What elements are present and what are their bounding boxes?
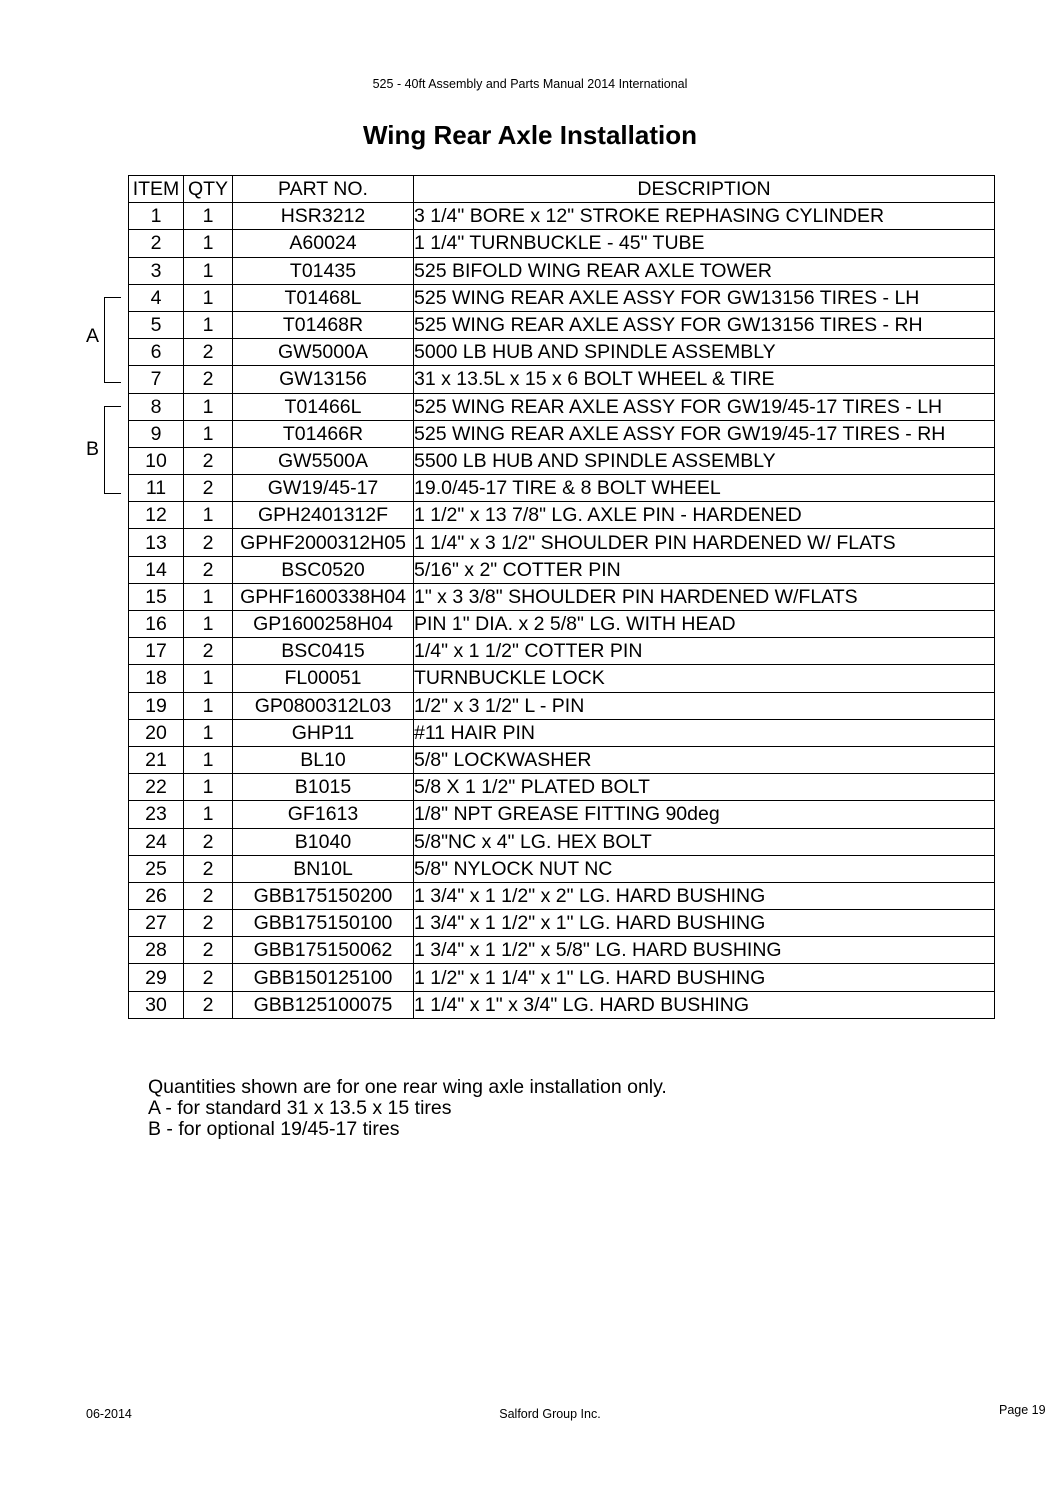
- description-cell: TURNBUCKLE LOCK: [414, 665, 995, 692]
- col-item-header: ITEM: [129, 176, 184, 203]
- item-cell: 5: [129, 311, 184, 338]
- qty-cell: 1: [184, 420, 233, 447]
- qty-cell: 1: [184, 583, 233, 610]
- qty-cell: 1: [184, 284, 233, 311]
- qty-cell: 1: [184, 203, 233, 230]
- description-cell: 1 3/4" x 1 1/2" x 5/8" LG. HARD BUSHING: [414, 937, 995, 964]
- table-row: [129, 665, 995, 692]
- part-no-cell: FL00051: [233, 665, 414, 692]
- item-cell: 3: [129, 257, 184, 284]
- table-row: [129, 475, 995, 502]
- description-cell: 525 WING REAR AXLE ASSY FOR GW13156 TIRES - RH: [414, 311, 995, 338]
- qty-cell: 1: [184, 257, 233, 284]
- item-cell: 28: [129, 937, 184, 964]
- part-no-cell: GBB175150200: [233, 882, 414, 909]
- description-cell: 5000 LB HUB AND SPINDLE ASSEMBLY: [414, 339, 995, 366]
- description-cell: 31 x 13.5L x 15 x 6 BOLT WHEEL & TIRE: [414, 366, 995, 393]
- col-description-header: DESCRIPTION: [414, 176, 995, 203]
- description-cell: 5500 LB HUB AND SPINDLE ASSEMBLY: [414, 447, 995, 474]
- item-cell: 16: [129, 611, 184, 638]
- qty-cell: 1: [184, 311, 233, 338]
- item-cell: 1: [129, 203, 184, 230]
- table-row: [129, 774, 995, 801]
- description-cell: 525 WING REAR AXLE ASSY FOR GW19/45-17 TIRES - LH: [414, 393, 995, 420]
- description-cell: 5/8"NC x 4" LG. HEX BOLT: [414, 828, 995, 855]
- item-cell: 8: [129, 393, 184, 420]
- description-cell: 525 BIFOLD WING REAR AXLE TOWER: [414, 257, 995, 284]
- table-row: [129, 855, 995, 882]
- table-row: [129, 284, 995, 311]
- qty-cell: 2: [184, 828, 233, 855]
- qty-cell: 2: [184, 475, 233, 502]
- item-cell: 4: [129, 284, 184, 311]
- item-cell: 14: [129, 556, 184, 583]
- part-no-cell: T01468L: [233, 284, 414, 311]
- table-row: [129, 638, 995, 665]
- qty-cell: 1: [184, 692, 233, 719]
- item-cell: 20: [129, 719, 184, 746]
- part-no-cell: T01466R: [233, 420, 414, 447]
- description-cell: PIN 1" DIA. x 2 5/8" LG. WITH HEAD: [414, 611, 995, 638]
- item-cell: 23: [129, 801, 184, 828]
- table-row: [129, 746, 995, 773]
- description-cell: 1 1/4" x 1" x 3/4" LG. HARD BUSHING: [414, 991, 995, 1018]
- table-row: [129, 991, 995, 1018]
- part-no-cell: T01468R: [233, 311, 414, 338]
- part-no-cell: B1040: [233, 828, 414, 855]
- qty-cell: 2: [184, 339, 233, 366]
- description-cell: 1 1/2" x 1 1/4" x 1" LG. HARD BUSHING: [414, 964, 995, 991]
- description-cell: 3 1/4" BORE x 12" STROKE REPHASING CYLINDER: [414, 203, 995, 230]
- description-cell: 5/8" NYLOCK NUT NC: [414, 855, 995, 882]
- part-no-cell: GW5000A: [233, 339, 414, 366]
- item-cell: 2: [129, 230, 184, 257]
- item-cell: 29: [129, 964, 184, 991]
- description-cell: 1 3/4" x 1 1/2" x 2" LG. HARD BUSHING: [414, 882, 995, 909]
- parts-table-body: [129, 203, 995, 1019]
- part-no-cell: HSR3212: [233, 203, 414, 230]
- description-cell: #11 HAIR PIN: [414, 719, 995, 746]
- qty-cell: 1: [184, 719, 233, 746]
- item-cell: 12: [129, 502, 184, 529]
- item-cell: 18: [129, 665, 184, 692]
- part-no-cell: GHP11: [233, 719, 414, 746]
- description-cell: 1/4" x 1 1/2" COTTER PIN: [414, 638, 995, 665]
- item-cell: 9: [129, 420, 184, 447]
- item-cell: 25: [129, 855, 184, 882]
- part-no-cell: T01435: [233, 257, 414, 284]
- part-no-cell: A60024: [233, 230, 414, 257]
- description-cell: 525 WING REAR AXLE ASSY FOR GW13156 TIRES - LH: [414, 284, 995, 311]
- part-no-cell: GW19/45-17: [233, 475, 414, 502]
- part-no-cell: GPHF1600338H04: [233, 583, 414, 610]
- part-no-cell: T01466L: [233, 393, 414, 420]
- qty-cell: 1: [184, 801, 233, 828]
- table-row: [129, 583, 995, 610]
- note-line: B - for optional 19/45-17 tires: [148, 1118, 400, 1140]
- item-cell: 24: [129, 828, 184, 855]
- item-cell: 22: [129, 774, 184, 801]
- qty-cell: 2: [184, 529, 233, 556]
- group-b-bracket: [104, 406, 121, 494]
- qty-cell: 1: [184, 502, 233, 529]
- part-no-cell: B1015: [233, 774, 414, 801]
- part-no-cell: GBB150125100: [233, 964, 414, 991]
- part-no-cell: GBB175150100: [233, 910, 414, 937]
- description-cell: 1/2" x 3 1/2" L - PIN: [414, 692, 995, 719]
- item-cell: 13: [129, 529, 184, 556]
- description-cell: 5/8" LOCKWASHER: [414, 746, 995, 773]
- table-row: [129, 910, 995, 937]
- part-no-cell: GBB175150062: [233, 937, 414, 964]
- qty-cell: 2: [184, 937, 233, 964]
- table-row: [129, 257, 995, 284]
- description-cell: 525 WING REAR AXLE ASSY FOR GW19/45-17 TIRES - RH: [414, 420, 995, 447]
- qty-cell: 2: [184, 638, 233, 665]
- table-row: [129, 366, 995, 393]
- qty-cell: 2: [184, 882, 233, 909]
- group-a-bracket: [104, 297, 121, 383]
- description-cell: 1 1/4" TURNBUCKLE - 45" TUBE: [414, 230, 995, 257]
- item-cell: 17: [129, 638, 184, 665]
- item-cell: 6: [129, 339, 184, 366]
- part-no-cell: GW13156: [233, 366, 414, 393]
- table-row: [129, 801, 995, 828]
- item-cell: 19: [129, 692, 184, 719]
- qty-cell: 1: [184, 611, 233, 638]
- description-cell: 5/8 X 1 1/2" PLATED BOLT: [414, 774, 995, 801]
- group-a-label: A: [86, 325, 100, 347]
- table-row: [129, 230, 995, 257]
- part-no-cell: GBB125100075: [233, 991, 414, 1018]
- qty-cell: 1: [184, 230, 233, 257]
- item-cell: 21: [129, 746, 184, 773]
- qty-cell: 2: [184, 447, 233, 474]
- qty-cell: 2: [184, 910, 233, 937]
- part-no-cell: GPHF2000312H05: [233, 529, 414, 556]
- qty-cell: 1: [184, 774, 233, 801]
- table-header-row: [129, 176, 995, 203]
- table-row: [129, 828, 995, 855]
- table-row: [129, 311, 995, 338]
- item-cell: 30: [129, 991, 184, 1018]
- item-cell: 7: [129, 366, 184, 393]
- page-title: Wing Rear Axle Installation: [363, 120, 697, 150]
- parts-table: [128, 175, 995, 1019]
- footer-date: 06-2014: [86, 1407, 132, 1421]
- table-row: [129, 692, 995, 719]
- part-no-cell: BN10L: [233, 855, 414, 882]
- qty-cell: 2: [184, 991, 233, 1018]
- note-line: Quantities shown are for one rear wing axle installation only.: [148, 1076, 667, 1098]
- qty-cell: 2: [184, 964, 233, 991]
- table-row: [129, 964, 995, 991]
- qty-cell: 2: [184, 366, 233, 393]
- table-row: [129, 529, 995, 556]
- qty-cell: 1: [184, 746, 233, 773]
- item-cell: 11: [129, 475, 184, 502]
- description-cell: 19.0/45-17 TIRE & 8 BOLT WHEEL: [414, 475, 995, 502]
- table-row: [129, 420, 995, 447]
- description-cell: 1/8" NPT GREASE FITTING 90deg: [414, 801, 995, 828]
- item-cell: 27: [129, 910, 184, 937]
- part-no-cell: GW5500A: [233, 447, 414, 474]
- item-cell: 26: [129, 882, 184, 909]
- item-cell: 15: [129, 583, 184, 610]
- table-row: [129, 502, 995, 529]
- table-row: [129, 882, 995, 909]
- table-row: [129, 447, 995, 474]
- description-cell: 1 1/4" x 3 1/2" SHOULDER PIN HARDENED W/ FLATS: [414, 529, 995, 556]
- footer-company: Salford Group Inc.: [499, 1407, 601, 1421]
- table-row: [129, 556, 995, 583]
- table-row: [129, 611, 995, 638]
- qty-cell: 2: [184, 855, 233, 882]
- part-no-cell: BL10: [233, 746, 414, 773]
- group-b-label: B: [86, 438, 100, 460]
- part-no-cell: GP1600258H04: [233, 611, 414, 638]
- notes: [148, 1077, 667, 1140]
- item-cell: 10: [129, 447, 184, 474]
- col-part-no-header: PART NO.: [233, 176, 414, 203]
- description-cell: 1 3/4" x 1 1/2" x 1" LG. HARD BUSHING: [414, 910, 995, 937]
- table-row: [129, 719, 995, 746]
- part-no-cell: GPH2401312F: [233, 502, 414, 529]
- table-row: [129, 339, 995, 366]
- table-row: [129, 937, 995, 964]
- table-row: [129, 203, 995, 230]
- col-qty-header: QTY: [184, 176, 233, 203]
- qty-cell: 1: [184, 665, 233, 692]
- part-no-cell: GF1613: [233, 801, 414, 828]
- page-header: 525 - 40ft Assembly and Parts Manual 2014 International: [372, 77, 688, 91]
- part-no-cell: BSC0520: [233, 556, 414, 583]
- description-cell: 1 1/2" x 13 7/8" LG. AXLE PIN - HARDENED: [414, 502, 995, 529]
- part-no-cell: GP0800312L03: [233, 692, 414, 719]
- table-row: [129, 393, 995, 420]
- qty-cell: 1: [184, 393, 233, 420]
- footer-page-number: Page 19: [999, 1403, 1046, 1417]
- description-cell: 5/16" x 2" COTTER PIN: [414, 556, 995, 583]
- note-line: A - for standard 31 x 13.5 x 15 tires: [148, 1097, 452, 1119]
- part-no-cell: BSC0415: [233, 638, 414, 665]
- description-cell: 1" x 3 3/8" SHOULDER PIN HARDENED W/FLATS: [414, 583, 995, 610]
- qty-cell: 2: [184, 556, 233, 583]
